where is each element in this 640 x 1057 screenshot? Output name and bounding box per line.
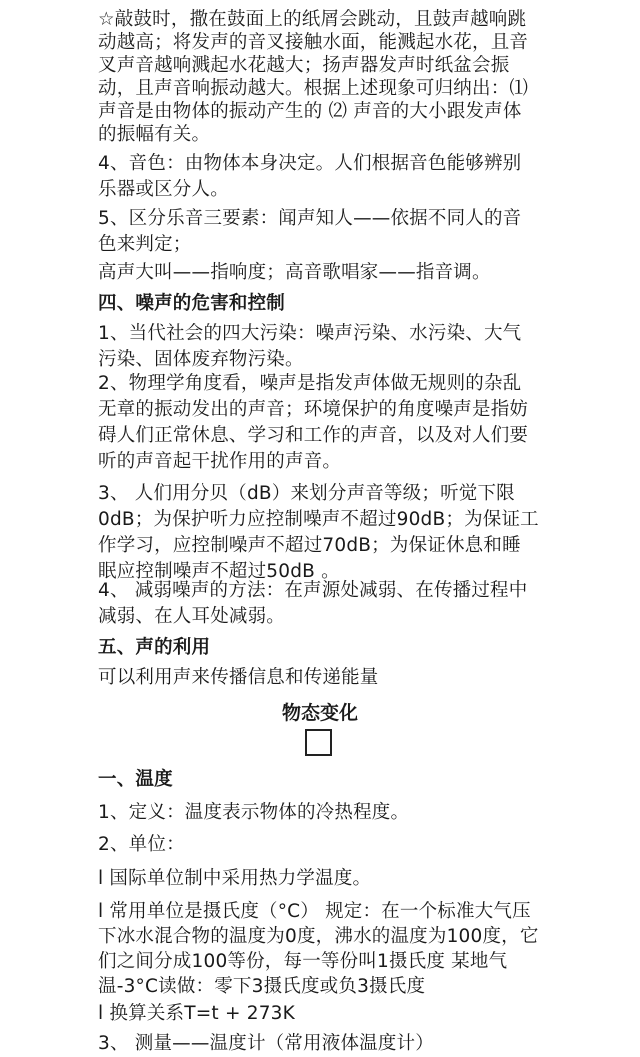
text-line: 下冰水混合物的温度为0度，沸水的温度为100度，它 [98,926,539,947]
text-line: 动越高；将发声的音叉接触水面，能溅起水花，且音 [98,32,529,53]
text-line: l 国际单位制中采用热力学温度。 [98,868,372,889]
section-heading: 四、噪声的危害和控制 [98,293,286,314]
text-line: l 换算关系T=t + 273K [98,1003,295,1024]
text-line: 声音是由物体的振动产生的 ⑵ 声音的大小跟发声体 [98,101,522,122]
text-line: l 常用单位是摄氏度（°C） 规定：在一个标准大气压 [98,901,531,922]
text-line: 可以利用声来传播信息和传递能量 [98,667,379,688]
text-line: 3、 测量——温度计（常用液体温度计） [98,1033,434,1054]
text-line: 4、 减弱噪声的方法：在声源处减弱、在传播过程中 [98,580,528,601]
text-line: 0dB；为保护听力应控制噪声不超过90dB；为保证工 [98,509,539,530]
text-line: 作学习，应控制噪声不超过70dB；为保证休息和睡 [98,535,521,556]
text-line: 无章的振动发出的声音；环境保护的角度噪声是指妨 [98,399,529,420]
text-line: 温-3°C读做：零下3摄氏度或负3摄氏度 [98,976,426,997]
section-heading: 五、声的利用 [98,637,211,658]
text-line: 高声大叫——指响度；高音歌唱家——指音调。 [98,262,491,283]
text-line: 减弱、在人耳处减弱。 [98,606,286,627]
section-heading: 一、温度 [98,769,173,790]
text-line: 1、定义：温度表示物体的冷热程度。 [98,802,410,823]
text-line: 叉声音越响溅起水花越大；扬声器发声时纸盆会振 [98,55,510,76]
text-line: 们之间分成100等份，每一等份叫1摄氏度 某地气 [98,951,508,972]
text-line: 2、物理学角度看，噪声是指发声体做无规则的杂乱 [98,373,522,394]
text-line: 听的声音起干扰作用的声音。 [98,451,342,472]
text-line: ☆敲鼓时，撒在鼓面上的纸屑会跳动，且鼓声越响跳 [98,9,527,30]
text-line: 3、 人们用分贝（dB）来划分声音等级；听觉下限 [98,483,515,504]
text-line: 5、区分乐音三要素：闻声知人——依据不同人的音 [98,208,522,229]
chapter-title: 物态变化 [281,702,358,724]
text-line: 1、当代社会的四大污染：噪声污染、水污染、大气 [98,323,522,344]
text-line: 色来判定； [98,234,192,255]
checkbox-square-icon [305,729,332,756]
text-line: 乐器或区分人。 [98,179,229,200]
text-line: 污染、固体废弃物污染。 [98,349,304,370]
text-line: 动，且声音响振动越大。根据上述现象可归纳出：⑴ [98,78,529,99]
text-line: 4、音色：由物体本身决定。人们根据音色能够辨别 [98,153,522,174]
text-line: 碍人们正常休息、学习和工作的声音，以及对人们要 [98,425,529,446]
text-line: 2、单位： [98,834,185,855]
text-line: 的振幅有关。 [98,124,211,145]
text-line: 眠应控制噪声不超过50dB 。 [98,561,340,582]
